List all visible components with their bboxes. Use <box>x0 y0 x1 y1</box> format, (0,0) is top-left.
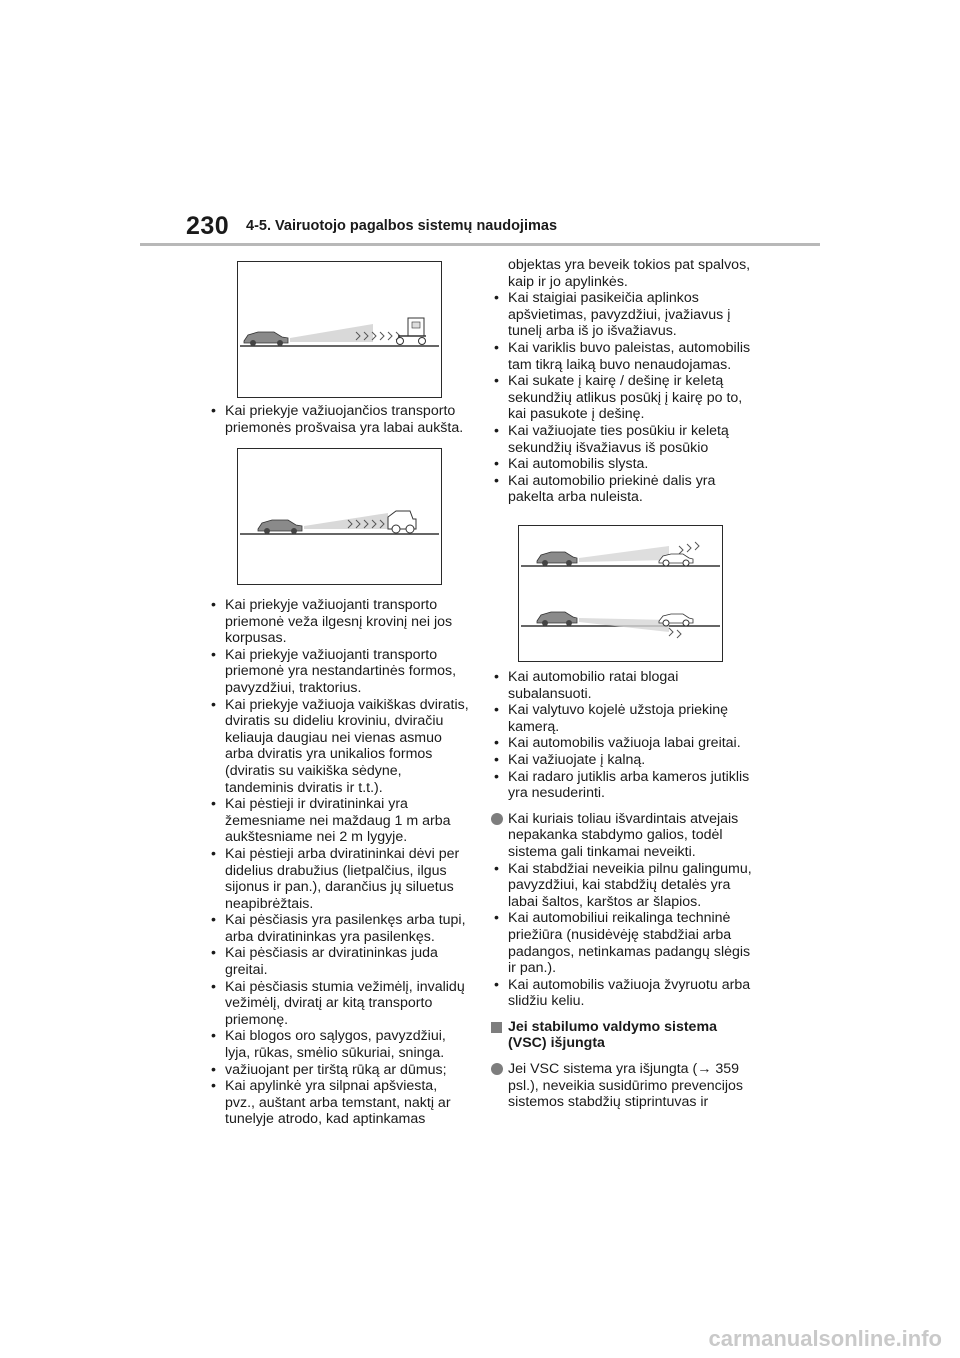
list-item: • Kai važiuojate ties posūkiu ir keletą sekundžių išvažiavus iš posūkio <box>491 423 753 456</box>
list-item: • Kai stabdžiai neveikia pilnu galingumu, pavyzdžiui, kai stabdžių detalės yra labai šaltos, karštos ar šlapios. <box>491 861 753 911</box>
list-item: • Kai valytuvo kojelė užstoja priekinę kamerą. <box>491 702 753 735</box>
note-brake-power <box>491 811 753 861</box>
square-bullet-icon <box>491 1022 502 1033</box>
list-item: • Kai pėsčiasis yra pasilenkęs arba tupi, arba dviratininkas yra pasilenkęs. <box>208 912 470 945</box>
right-list-2 <box>491 669 753 802</box>
note-vsc-off <box>491 1061 753 1111</box>
right-column-upper <box>491 257 753 506</box>
list-item: • Kai automobiliui reikalinga techninė priežiūra (nusidėvėję stabdžiai arba padangos, netinkamas padangų slėgis ir pan.). <box>491 910 753 976</box>
note-text: Kai kuriais toliau išvardintais atvejais nepakanka stabdymo galios, todėl sistema gali tinkamai neveikti. <box>508 810 739 860</box>
list-item: • Kai priekyje važiuojanti transporto priemonė yra nestandartinės formos, pavyzdžiui, traktorius. <box>208 647 470 697</box>
list-item: • Kai pėsčiasis stumia vežimėlį, invalidų vežimėlį, dviratį ar kitą transporto priemonę. <box>208 979 470 1029</box>
page-number: 230 <box>186 212 230 240</box>
subheading-vsc-off <box>491 1019 753 1052</box>
list-item: • Kai automobilis važiuoja labai greitai. <box>491 735 753 752</box>
figure-long-load-illustration <box>237 448 442 585</box>
left-column <box>208 403 470 436</box>
list-item: • Kai automobilis slysta. <box>491 456 753 473</box>
right-list-1 <box>491 290 753 506</box>
left-list-1 <box>208 403 470 436</box>
figure-car-pitch-illustration <box>518 525 723 662</box>
list-item: • Kai automobilio priekinė dalis yra pakelta arba nuleista. <box>491 473 753 506</box>
list-item: • Kai priekyje važiuojančios transporto priemonės prošvaisa yra labai aukšta. <box>208 403 470 436</box>
list-item: • Kai pėsčiasis ar dviratininkas juda greitai. <box>208 945 470 978</box>
circle-bullet-icon <box>491 813 503 825</box>
note-text: Jei VSC sistema yra išjungta (→ 359 psl.), neveikia susidūrimo prevencijos sistemos stabdžių stiprintuvas ir <box>508 1061 743 1111</box>
figure-truck-illustration <box>237 261 442 398</box>
list-item: • Kai automobilio ratai blogai subalansuoti. <box>491 669 753 702</box>
list-item: • Kai pėstieji ir dviratininkai yra žemesniame nei maždaug 1 m arba aukštesniame nei 2 m lygyje. <box>208 796 470 846</box>
list-item: • Kai priekyje važiuojanti transporto priemonė veža ilgesnį krovinį nei jos korpusas. <box>208 597 470 647</box>
section-title: 4-5. Vairuotojo pagalbos sistemų naudojimas <box>246 218 558 234</box>
continuation-text: objektas yra beveik tokios pat spalvos, kaip ir jo apylinkės. <box>508 257 751 290</box>
list-item: • Kai apylinkė yra silpnai apšviesta, pvz., auštant arba temstant, naktį ar tunelyje atrodo, kad aptinkamas <box>208 1078 470 1128</box>
list-item: • Kai sukate į kairę / dešinę ir keletą sekundžių atlikus posūkį į kairę po to, kai pasukote į dešinę. <box>491 373 753 423</box>
left-list-2 <box>208 597 470 1128</box>
list-item: • Kai staigiai pasikeičia aplinkos apšvietimas, pavyzdžiui, įvažiavus į tunelį arba iš jo išvažiavus. <box>491 290 753 340</box>
list-item: • Kai variklis buvo paleistas, automobilis tam tikrą laiką buvo nenaudojamas. <box>491 340 753 373</box>
list-item: • Kai važiuojate į kalną. <box>491 752 753 769</box>
header-rule <box>140 243 820 246</box>
watermark: carmanualsonline.info <box>708 1326 942 1351</box>
list-item: • Kai radaro jutiklis arba kameros jutiklis yra nesuderinti. <box>491 769 753 802</box>
circle-bullet-icon <box>491 1063 503 1075</box>
right-list-3 <box>491 861 753 1010</box>
list-item: • Kai automobilis važiuoja žvyruotu arba slidžiu keliu. <box>491 977 753 1010</box>
list-item: • Kai blogos oro sąlygos, pavyzdžiui, lyja, rūkas, smėlio sūkuriai, sninga. <box>208 1028 470 1061</box>
list-item: • važiuojant per tirštą rūką ar dūmus; <box>208 1062 470 1079</box>
left-column-lower <box>208 597 470 1128</box>
right-column-lower <box>491 669 753 1111</box>
list-item: • Kai priekyje važiuoja vaikiškas dviratis, dviratis su dideliu kroviniu, dviračiu keliauja daugiau nei vienas asmuo arba dviratis yra unikalios formos (dviratis su vaikiška sėdyne, tandeminis dviratis ir t.t.). <box>208 697 470 797</box>
subheading-text: Jei stabilumo valdymo sistema (VSC) išjungta <box>508 1018 717 1052</box>
list-item: • Kai pėstieji arba dviratininkai dėvi per didelius drabužius (lietpalčius, ilgus sijonus ir pan.), darančius jų siluetus neapibrėžtais. <box>208 846 470 912</box>
